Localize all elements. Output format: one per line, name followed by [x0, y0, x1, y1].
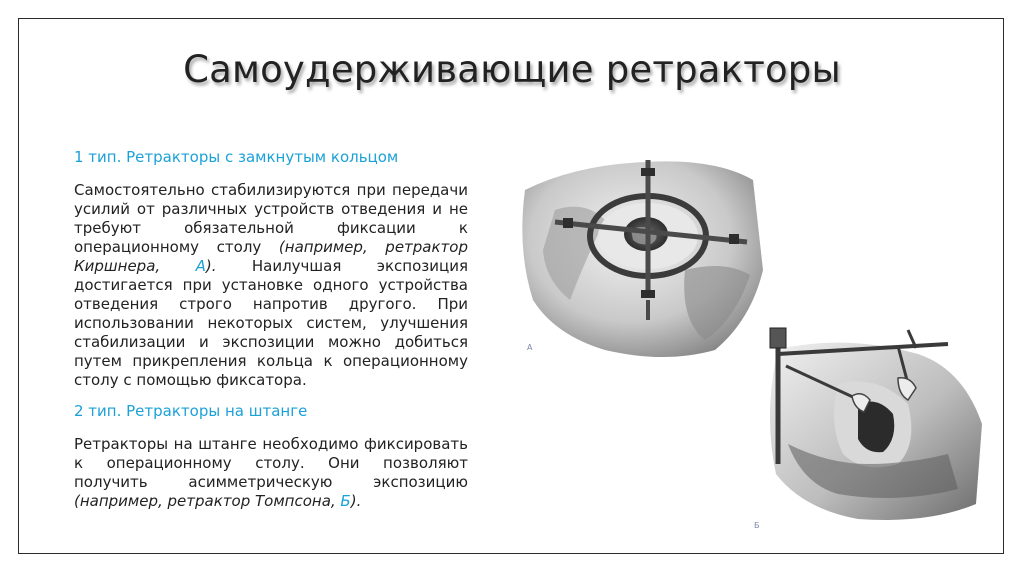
section2-text-main: Ретракторы на штанге необходимо фиксировать к операционному столу. Они позволяют получить асимметрическую экспозицию: [74, 435, 468, 491]
section1-text-main: Самостоятельно стабилизируются при передачи усилий от различных устройств отведения и не требуют обязательной фиксации к операционному столу: [74, 181, 468, 256]
section2-heading: 2 тип. Ретракторы на штанге: [74, 402, 308, 420]
figure-a-ring-retractor: [515, 150, 765, 365]
section1-italic-open: (например, ретрактор Киршнера,: [74, 238, 468, 275]
figure-b-label: Б: [754, 521, 760, 530]
section2-italic-open: (например, ретрактор Томпсона,: [74, 492, 341, 510]
text-column: [74, 148, 468, 523]
section2-italic-close: ).: [350, 492, 362, 510]
figure-a-label: A: [527, 343, 533, 352]
figure-b-rod-retractor: [748, 314, 984, 534]
section1-paragraph: [74, 181, 468, 390]
section2-accent-letter: Б: [340, 492, 351, 510]
section1-italic-close: ).: [205, 257, 217, 275]
slide-title: Самоудерживающие ретракторы: [183, 48, 841, 91]
section2-paragraph: [74, 435, 468, 511]
section1-text-rest: Наилучшая экспозиция достигается при установке одного устройства отведения строго напротив другого. При использовании некоторых систем, улучшения стабилизации и экспозиции можно добиться путем прикрепления кольца к операционному столу с помощью фиксатора.: [74, 257, 468, 389]
section1-accent-letter: А: [195, 257, 206, 275]
section1-heading: 1 тип. Ретракторы с замкнутым кольцом: [74, 148, 399, 166]
